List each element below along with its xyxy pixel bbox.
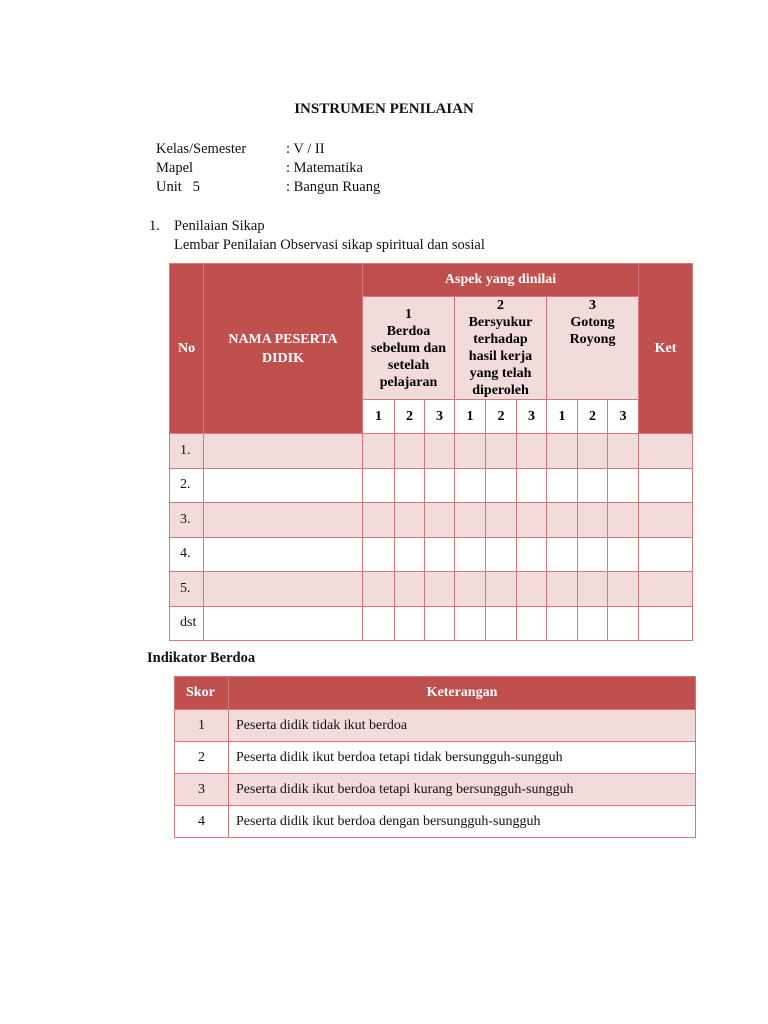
- empty-cell: [578, 572, 608, 607]
- empty-cell: [517, 537, 547, 572]
- empty-cell: [547, 434, 578, 469]
- aspect-number: 1: [405, 306, 412, 322]
- subcol-header: 2: [578, 400, 608, 434]
- empty-cell: [204, 572, 363, 607]
- col-header-ket: Ket: [639, 264, 693, 434]
- table-row: [170, 537, 693, 572]
- empty-cell: [639, 434, 693, 469]
- aspect-number: 3: [589, 298, 597, 313]
- empty-cell: [578, 537, 608, 572]
- page-title: INSTRUMEN PENILAIAN: [294, 101, 474, 117]
- empty-cell: [395, 537, 425, 572]
- aspect-label: Gotong Royong: [569, 315, 616, 347]
- empty-cell: [608, 606, 639, 641]
- empty-cell: [517, 503, 547, 538]
- empty-cell: [547, 572, 578, 607]
- empty-cell: [486, 503, 517, 538]
- empty-cell: [547, 537, 578, 572]
- subcol-header: 1: [547, 400, 578, 434]
- observation-table: [169, 263, 693, 641]
- empty-cell: [363, 468, 395, 503]
- indikator-table-body: [175, 710, 696, 838]
- meta-row-unit: [156, 179, 380, 198]
- empty-cell: [578, 503, 608, 538]
- keterangan-cell: Peserta didik tidak ikut berdoa: [229, 710, 696, 742]
- empty-cell: [395, 434, 425, 469]
- empty-cell: [639, 537, 693, 572]
- meta-label: Unit 5: [156, 179, 200, 195]
- subcol-header: 1: [363, 400, 395, 434]
- empty-cell: [608, 572, 639, 607]
- table-row: [170, 503, 693, 538]
- aspect-label: Berdoa sebelum dan setelah pelajaran: [370, 323, 447, 390]
- section-subheading: Lembar Penilaian Observasi sikap spiritual dan sosial: [174, 237, 485, 253]
- empty-cell: [395, 503, 425, 538]
- empty-cell: [486, 572, 517, 607]
- empty-cell: [425, 503, 455, 538]
- keterangan-cell: Peserta didik ikut berdoa dengan bersungguh-sungguh: [229, 806, 696, 838]
- aspect-header-1: [363, 297, 455, 400]
- table-row: [170, 606, 693, 641]
- indikator-table: [174, 676, 696, 838]
- meta-label: Mapel: [156, 160, 194, 176]
- row-number: 5.: [170, 572, 204, 607]
- section-number: 1.: [149, 218, 160, 234]
- empty-cell: [425, 468, 455, 503]
- empty-cell: [363, 537, 395, 572]
- row-number: 1.: [170, 434, 204, 469]
- empty-cell: [639, 572, 693, 607]
- skor-cell: 4: [175, 806, 229, 838]
- meta-value: : V / II: [286, 141, 325, 157]
- keterangan-cell: Peserta didik ikut berdoa tetapi tidak bersungguh-sungguh: [229, 742, 696, 774]
- empty-cell: [578, 468, 608, 503]
- skor-cell: 2: [175, 742, 229, 774]
- col-header-nama: [204, 264, 363, 434]
- empty-cell: [363, 434, 395, 469]
- row-number: 4.: [170, 537, 204, 572]
- subcol-header: 3: [517, 400, 547, 434]
- empty-cell: [363, 503, 395, 538]
- aspect-label: Bersyukur terhadap hasil kerja yang telah diperoleh: [468, 315, 533, 398]
- table-row: [175, 806, 696, 838]
- empty-cell: [204, 468, 363, 503]
- empty-cell: [204, 537, 363, 572]
- empty-cell: [608, 434, 639, 469]
- empty-cell: [608, 503, 639, 538]
- empty-cell: [455, 572, 486, 607]
- empty-cell: [639, 468, 693, 503]
- indikator-title: Indikator Berdoa: [147, 650, 256, 666]
- skor-cell: 3: [175, 774, 229, 806]
- meta-value: : Matematika: [286, 160, 363, 176]
- empty-cell: [204, 503, 363, 538]
- meta-row-mapel: [156, 160, 380, 179]
- empty-cell: [204, 606, 363, 641]
- section-heading: Penilaian Sikap: [174, 218, 265, 234]
- col-header-keterangan: Keterangan: [229, 677, 696, 710]
- subcol-header: 2: [395, 400, 425, 434]
- empty-cell: [395, 468, 425, 503]
- subcol-header: 3: [425, 400, 455, 434]
- empty-cell: [517, 606, 547, 641]
- meta-label: Kelas/Semester: [156, 141, 247, 157]
- col-header-no: No: [170, 264, 204, 434]
- empty-cell: [425, 606, 455, 641]
- table-row: [170, 468, 693, 503]
- empty-cell: [486, 606, 517, 641]
- table-row: [175, 742, 696, 774]
- aspect-header-3: [547, 297, 639, 400]
- meta-row-kelas: [156, 141, 380, 160]
- empty-cell: [547, 503, 578, 538]
- aspect-number: 2: [497, 298, 504, 313]
- col-header-skor: Skor: [175, 677, 229, 710]
- empty-cell: [455, 537, 486, 572]
- meta-value: : Bangun Ruang: [286, 179, 381, 195]
- empty-cell: [639, 503, 693, 538]
- subcol-header: 3: [608, 400, 639, 434]
- empty-cell: [486, 468, 517, 503]
- col-header-aspek: Aspek yang dinilai: [363, 264, 639, 297]
- keterangan-cell: Peserta didik ikut berdoa tetapi kurang bersungguh-sungguh: [229, 774, 696, 806]
- empty-cell: [204, 434, 363, 469]
- table-row: [170, 572, 693, 607]
- row-number: 2.: [170, 468, 204, 503]
- subcol-header: 1: [455, 400, 486, 434]
- empty-cell: [455, 434, 486, 469]
- empty-cell: [395, 572, 425, 607]
- empty-cell: [517, 434, 547, 469]
- section-penilaian-sikap: [149, 218, 485, 256]
- empty-cell: [639, 606, 693, 641]
- empty-cell: [486, 434, 517, 469]
- empty-cell: [425, 537, 455, 572]
- row-number: dst: [170, 606, 204, 641]
- empty-cell: [608, 537, 639, 572]
- skor-cell: 1: [175, 710, 229, 742]
- empty-cell: [547, 468, 578, 503]
- empty-cell: [517, 572, 547, 607]
- empty-cell: [547, 606, 578, 641]
- empty-cell: [578, 434, 608, 469]
- empty-cell: [455, 503, 486, 538]
- empty-cell: [486, 537, 517, 572]
- empty-cell: [395, 606, 425, 641]
- empty-cell: [455, 606, 486, 641]
- empty-cell: [363, 572, 395, 607]
- empty-cell: [517, 468, 547, 503]
- empty-cell: [578, 606, 608, 641]
- observation-table-body: [170, 434, 693, 641]
- empty-cell: [455, 468, 486, 503]
- table-row: [175, 774, 696, 806]
- empty-cell: [425, 434, 455, 469]
- col-header-nama-label: NAMA PESERTA DIDIK: [228, 331, 338, 366]
- aspect-header-2: [455, 297, 547, 400]
- table-row: [170, 434, 693, 469]
- meta-info: [156, 141, 380, 198]
- empty-cell: [608, 468, 639, 503]
- empty-cell: [363, 606, 395, 641]
- row-number: 3.: [170, 503, 204, 538]
- table-row: [175, 710, 696, 742]
- empty-cell: [425, 572, 455, 607]
- subcol-header: 2: [486, 400, 517, 434]
